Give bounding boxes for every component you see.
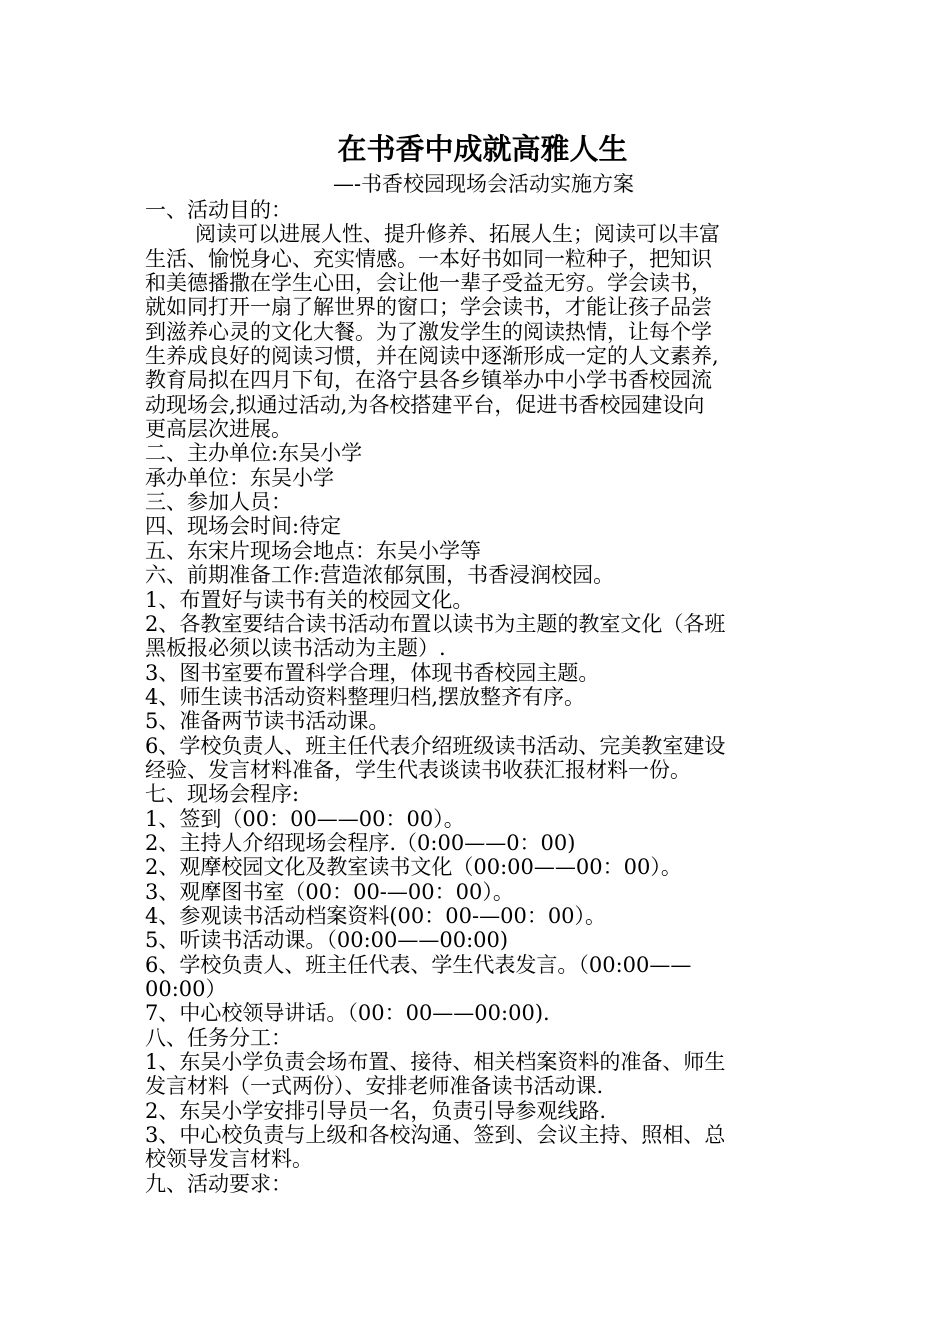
document-page	[145, 128, 810, 1196]
body-line: 2、观摩校园文化及教室读书文化（00:00——00：00）。	[145, 855, 682, 880]
body-line: 黑板报必须以读书活动为主题）.	[145, 636, 446, 661]
body-line: 1、东吴小学负责会场布置、接待、相关档案资料的准备、师生	[145, 1050, 726, 1075]
body-line: 校领导发言材料。	[145, 1147, 313, 1172]
body-line: 教育局拟在四月下旬，在洛宁县各乡镇举办中小学书香校园流	[145, 368, 712, 393]
document-subtitle: —-书香校园现场会活动实施方案	[332, 172, 635, 196]
body-line: 5、听读书活动课。（00:00——00:00)	[145, 928, 509, 953]
body-line: 一、活动目的：	[145, 198, 292, 222]
body-line: 到滋养心灵的文化大餐。为了激发学生的阅读热情，让每个学	[145, 319, 712, 344]
body-line: 和美德播撒在学生心田，会让他一辈子受益无穷。学会读书，	[145, 271, 712, 296]
body-line: 四、现场会时间:待定	[145, 514, 342, 539]
body-line: 1、签到（00：00——00：00）。	[145, 806, 465, 831]
body-line: 承办单位：东吴小学	[145, 465, 334, 490]
body-line: 6、学校负责人、班主任代表介绍班级读书活动、完美教室建设	[145, 733, 726, 758]
body-line: 七、现场会程序:	[145, 782, 300, 807]
document-title: 在书香中成就高雅人生	[337, 132, 628, 166]
body-line: 三、参加人员：	[145, 490, 292, 515]
body-line: 动现场会,拟通过活动,为各校搭建平台，促进书香校园建设向	[145, 392, 705, 417]
body-line: 九、活动要求：	[145, 1171, 292, 1196]
body-line: 2、东吴小学安排引导员一名，负责引导参观线路.	[145, 1098, 607, 1123]
body-line: 2、主持人介绍现场会程序.（0:00——0：00)	[145, 830, 576, 855]
body-line: 八、任务分工：	[145, 1025, 292, 1050]
body-line: 4、师生读书活动资料整理归档,摆放整齐有序。	[145, 684, 586, 709]
body-line: 3、中心校负责与上级和各校沟通、签到、会议主持、照相、总	[145, 1123, 726, 1148]
body-line: 1、布置好与读书有关的校园文化。	[145, 587, 474, 612]
body-line: 5、准备两节读书活动课。	[145, 709, 390, 734]
body-line: 生活、愉悦身心、充实情感。一本好书如同一粒种子，把知识	[145, 246, 712, 271]
body-line: 4、参观读书活动档案资料(00：00-—00：00）。	[145, 903, 607, 928]
body-line: 就如同打开一扇了解世界的窗口；学会读书，才能让孩子品尝	[145, 295, 712, 320]
body-line: 更高层次进展。	[145, 417, 292, 442]
body-line: 六、前期准备工作:营造浓郁氛围，书香浸润校园。	[145, 563, 615, 588]
body-line: 3、观摩图书室（00：00-—00：00）。	[145, 879, 514, 904]
document-body	[145, 198, 810, 1196]
body-line: 阅读可以进展人性、提升修养、拓展人生；阅读可以丰富	[195, 222, 720, 247]
body-line: 2、各教室要结合读书活动布置以读书为主题的教室文化（各班	[145, 611, 726, 636]
body-line: 五、东宋片现场会地点：东吴小学等	[145, 538, 481, 563]
body-line: 发言材料（一式两份）、安排老师准备读书活动课.	[145, 1074, 604, 1099]
body-line: 7、中心校领导讲话。（00：00——00:00).	[145, 1001, 550, 1026]
body-line: 6、学校负责人、班主任代表、学生代表发言。（00:00——	[145, 952, 692, 977]
body-line: 3、图书室要布置科学合理，体现书香校园主题。	[145, 660, 600, 685]
body-line: 生养成良好的阅读习惯，并在阅读中逐渐形成一定的人文素养,	[145, 344, 719, 369]
body-line: 二、主办单位:东吴小学	[145, 441, 363, 466]
body-line: 经验、发言材料准备，学生代表谈读书收获汇报材料一份。	[145, 757, 691, 782]
body-line: 00:00）	[145, 977, 227, 1001]
